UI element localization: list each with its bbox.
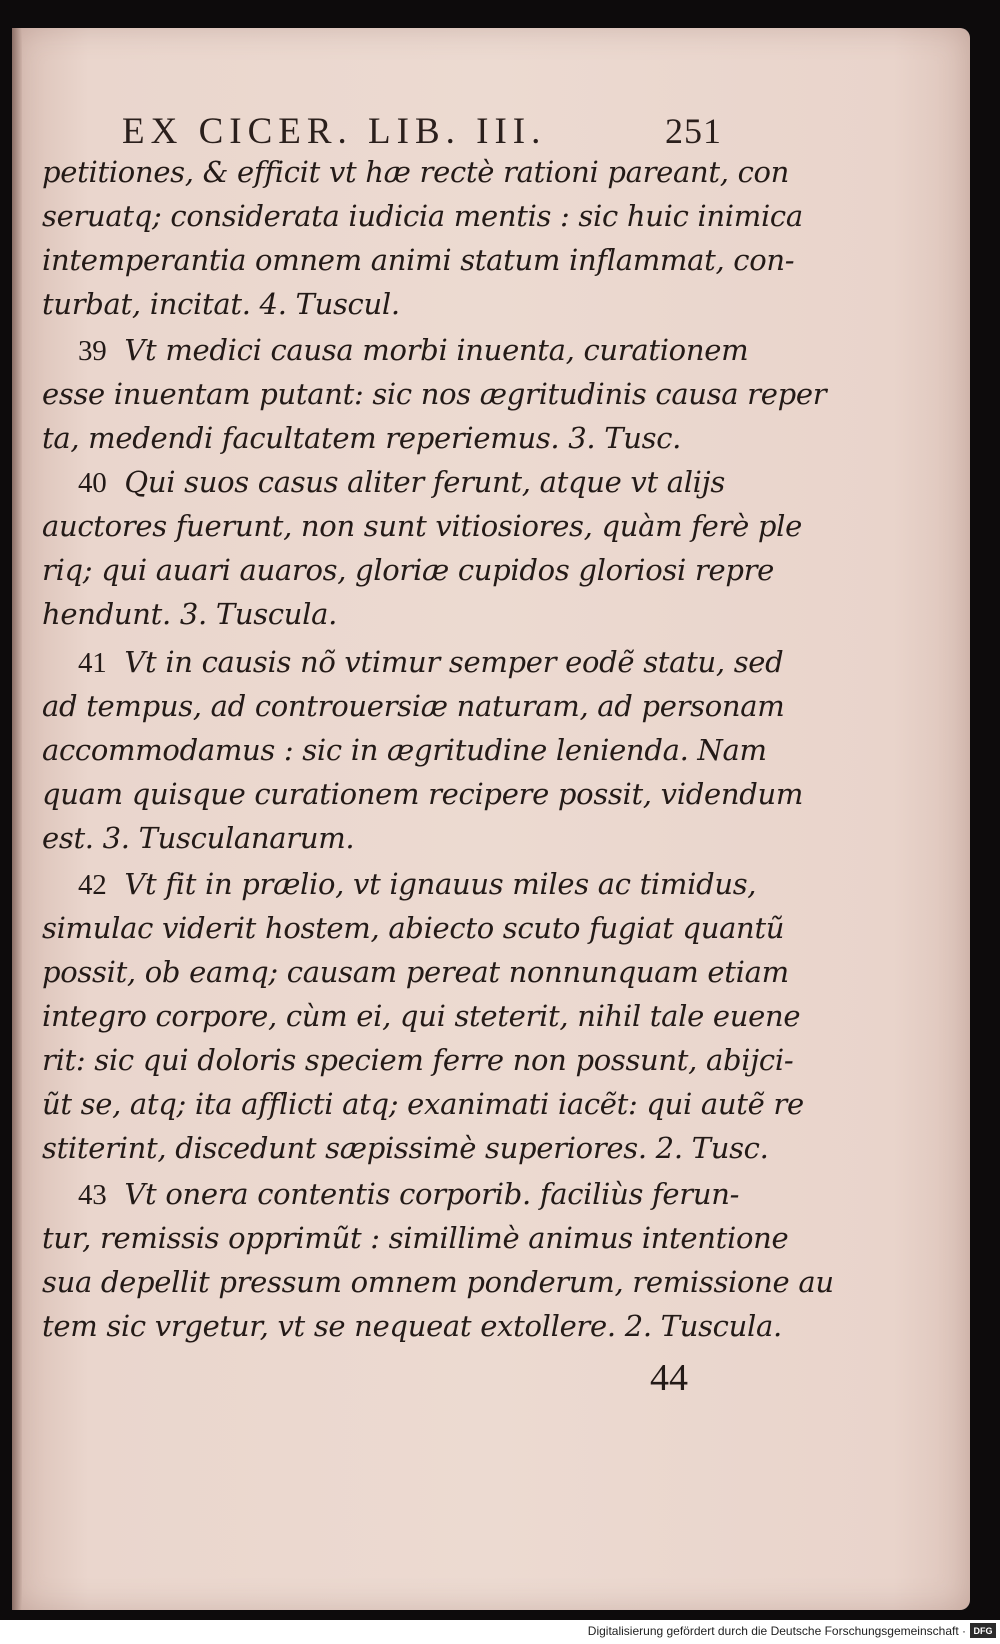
text-line: intemperantia omnem animi statum inflammat, con- (42, 243, 795, 277)
text-line: stiterint, discedunt sæpissimè superiores. 2. Tusc. (42, 1131, 769, 1165)
text-line: ad tempus, ad controuersiæ naturam, ad personam (42, 689, 785, 723)
text-line: ta, medendi facultatem reperiemus. 3. Tusc. (42, 421, 682, 455)
paragraph-number: 41 (78, 647, 107, 679)
text-line: Vt onera contentis corporib. faciliùs ferun- (124, 1177, 740, 1211)
text-line: petitiones, & efficit vt hæ rectè rationi pareant, con (42, 155, 790, 189)
text-line: est. 3. Tusculanarum. (42, 821, 355, 855)
text-line: Qui suos casus aliter ferunt, atque vt alijs (124, 465, 725, 499)
text-line: auctores fuerunt, non sunt vitiosiores, quàm ferè ple (42, 509, 802, 543)
text-line: hendunt. 3. Tuscula. (42, 597, 338, 631)
paragraph-number: 39 (78, 335, 107, 367)
text-line: ũt se, atq; ita afflicti atq; exanimati iacẽt: qui autẽ re (42, 1087, 804, 1121)
text-line: accommodamus : sic in ægritudine lenienda. Nam (42, 733, 767, 767)
running-head-title: EX CICER. LIB. III. (122, 111, 547, 152)
text-line: sua depellit pressum omnem ponderum, remissione au (42, 1265, 834, 1299)
text-line: turbat, incitat. 4. Tuscul. (42, 287, 400, 321)
paragraph-42 (78, 862, 757, 906)
paragraph-number: 42 (78, 869, 107, 901)
text-line: riq; qui auari auaros, gloriæ cupidos gloriosi repre (42, 553, 775, 587)
text-line: Vt fit in prælio, vt ignauus miles ac timidus, (124, 867, 757, 901)
page-gutter (12, 28, 22, 1610)
dfg-logo-icon: DFG (970, 1623, 996, 1638)
paragraph-41 (78, 640, 784, 684)
paragraph-43 (78, 1172, 742, 1216)
text-line: Vt medici causa morbi inuenta, curationem (124, 333, 749, 367)
paragraph-39 (78, 328, 749, 372)
footer-credit: Digitalisierung gefördert durch die Deutsche Forschungsgemeinschaft · (587, 1624, 966, 1638)
folio-number: 251 (665, 111, 722, 151)
running-head (122, 110, 722, 154)
text-line: esse inuentam putant: sic nos ægritudinis causa reper (42, 377, 827, 411)
text-line: rit: sic qui doloris speciem ferre non possunt, abijci- (42, 1043, 794, 1077)
text-line: Vt in causis nõ vtimur semper eodẽ statu, sed (124, 645, 784, 679)
paragraph-number: 40 (78, 467, 107, 499)
text-line: seruatq; considerata iudicia mentis : sic huic inimica (42, 199, 803, 233)
paragraph-number: 43 (78, 1179, 107, 1211)
catchword: 44 (650, 1357, 688, 1399)
paragraph-40 (78, 460, 742, 504)
text-line: possit, ob eamq; causam pereat nonnunquam etiam (42, 955, 789, 989)
text-line: integro corpore, cùm ei, qui steterit, nihil tale euene (42, 999, 801, 1033)
text-line: tur, remissis opprimũt : simillimè animus intentione (42, 1221, 789, 1255)
text-line: quam quisque curationem recipere possit, videndum (42, 777, 804, 811)
text-line: simulac viderit hostem, abiecto scuto fugiat quantũ (42, 911, 785, 945)
text-line: tem sic vrgetur, vt se nequeat extollere. 2. Tuscula. (42, 1309, 782, 1343)
